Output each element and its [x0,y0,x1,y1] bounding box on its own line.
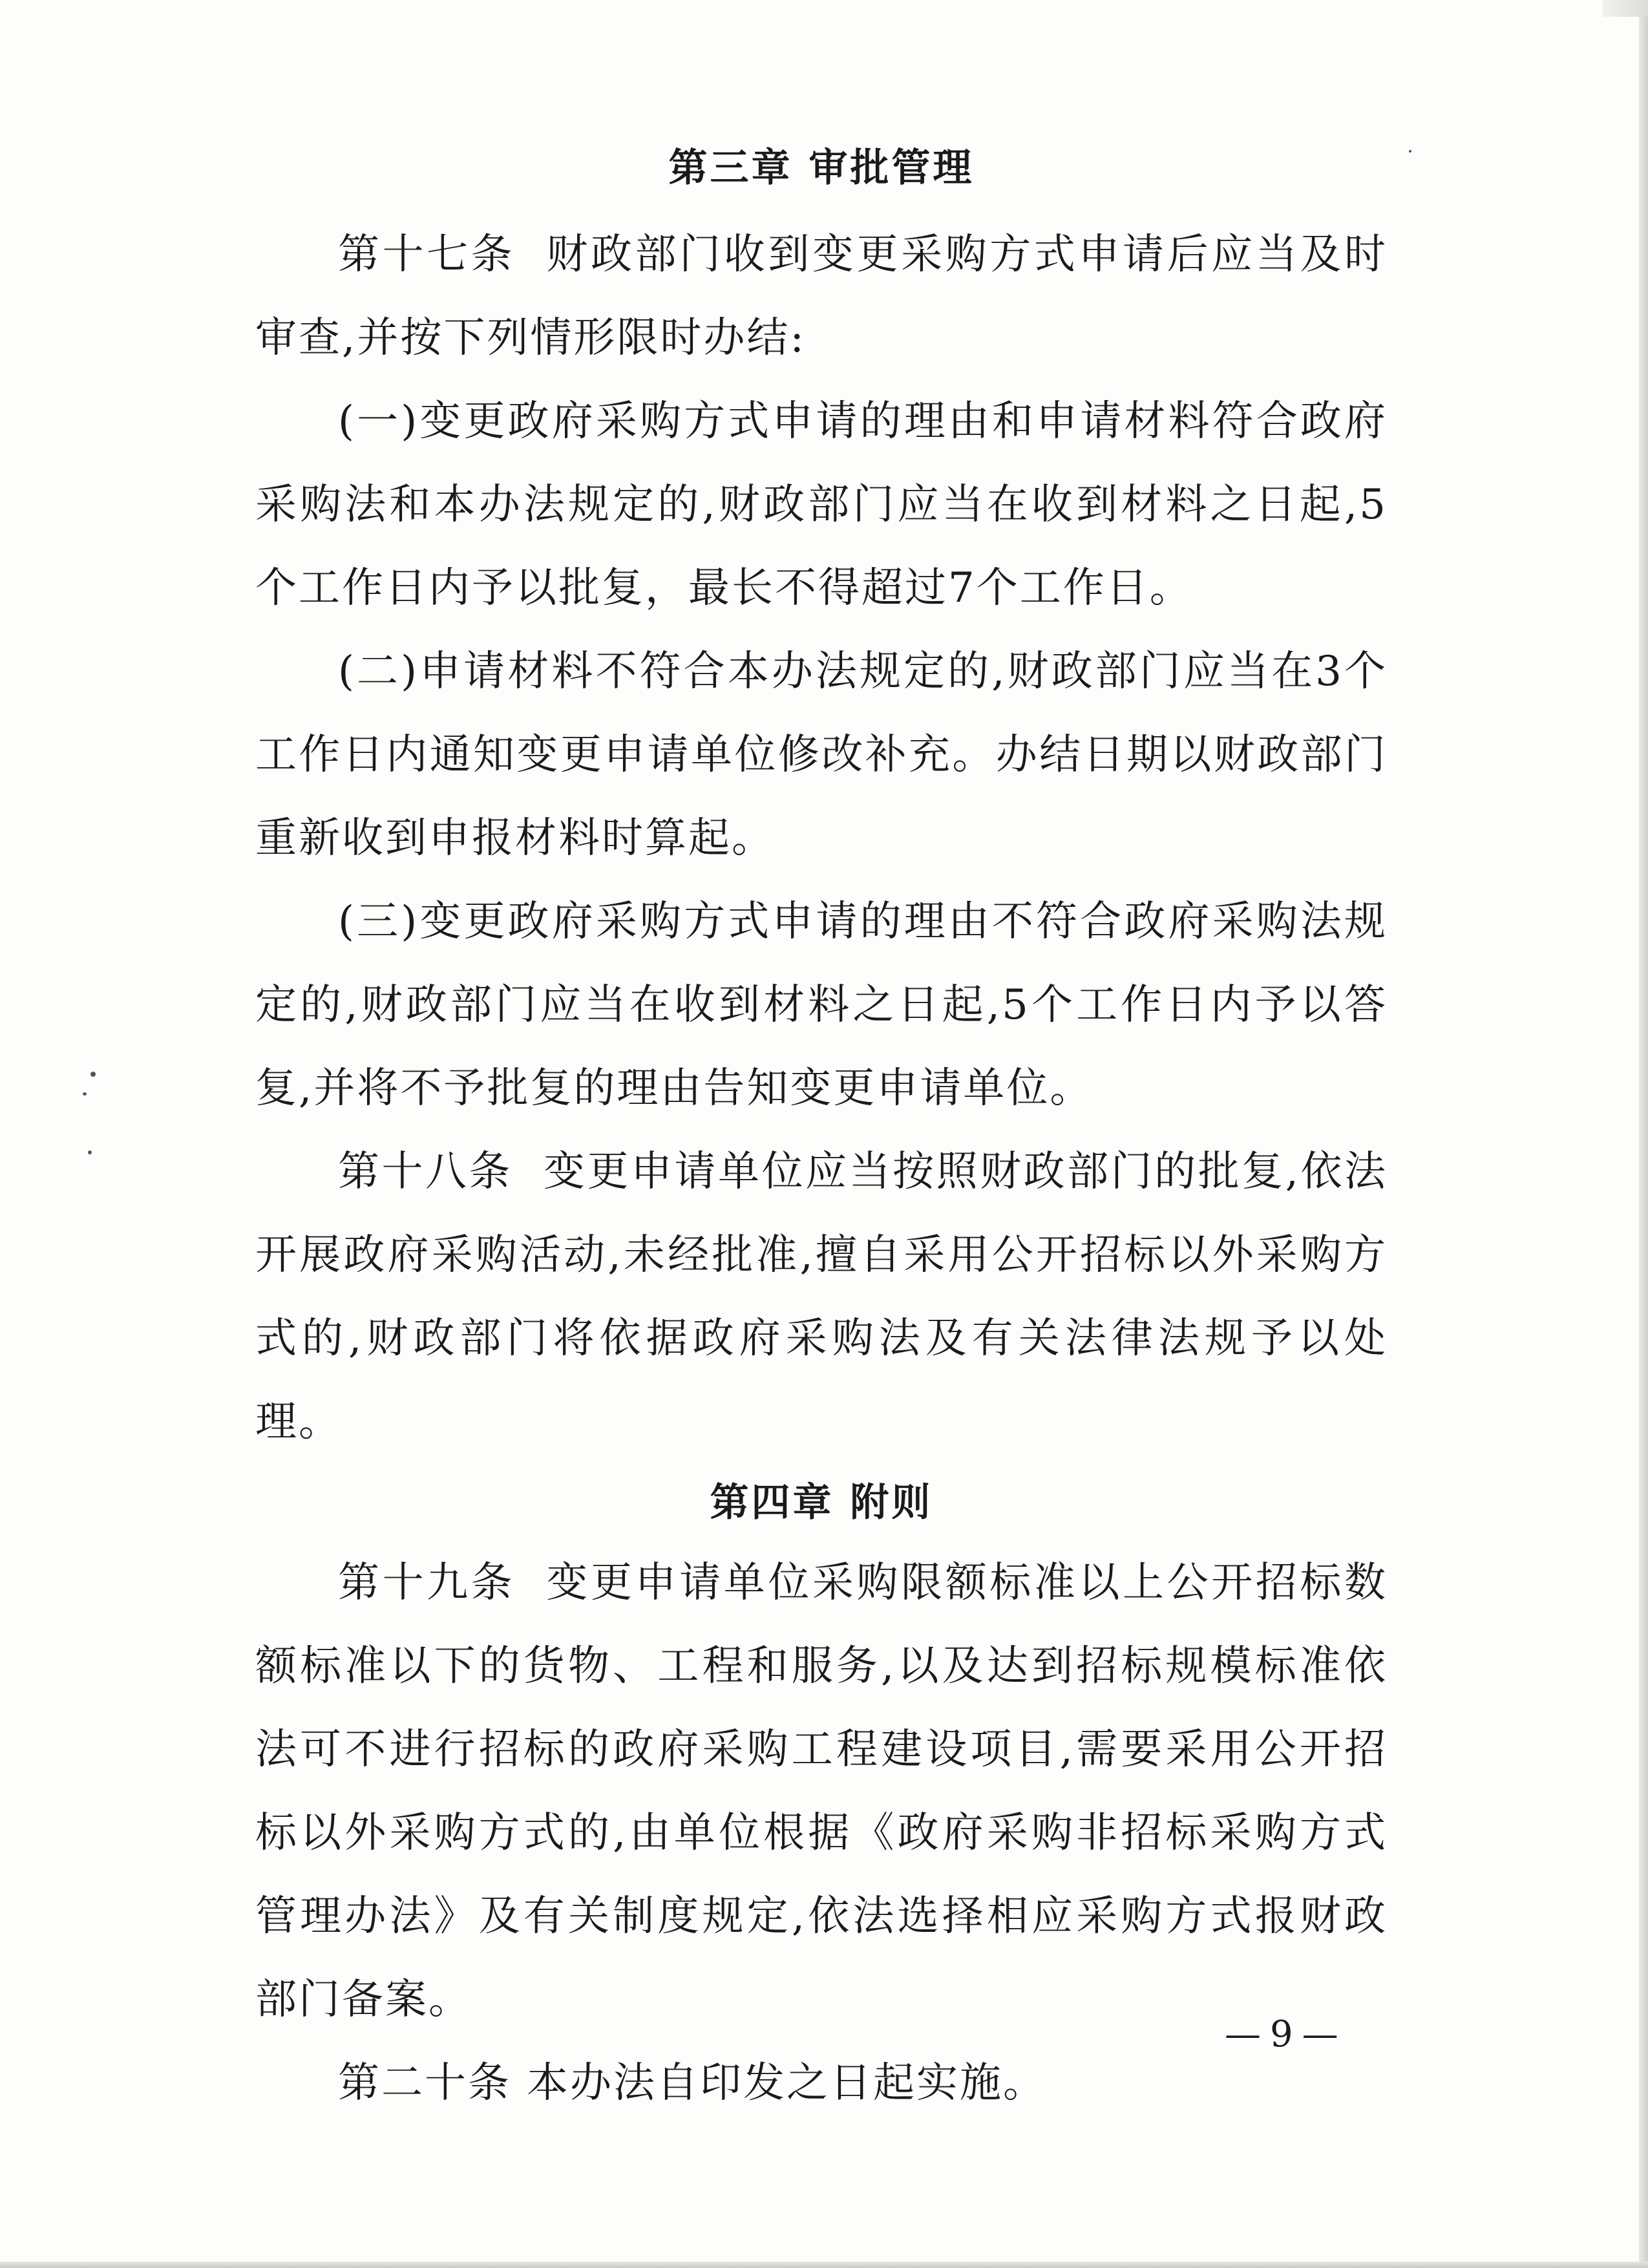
chapter-3-title: 第三章 审批管理 [668,145,975,191]
article-19-text: 变更申请单位采购限额标准以上公开招标数额标准以下的货物、工程和服务,以及达到招标规模标准依法可不进行招标的政府采购工程建设项目,需要采用公开招标以外采购方式的,由单位根据《政府采购非招标采购方式管理办法》及有关制度规定,依法选择相应采购方式报财政部门备案。 [255,1559,1388,2024]
article-18-text: 变更申请单位应当按照财政部门的批复,依法开展政府采购活动,未经批准,擅自采用公开招标以外采购方式的,财政部门将依据政府采购法及有关法律法规予以处理。 [255,1148,1388,1446]
scan-speck [83,1092,87,1096]
chapter-4-title: 第四章 附则 [710,1480,933,1525]
article-17-item-2: (二)申请材料不符合本办法规定的,财政部门应当在3个工作日内通知变更申请单位修改补充。办结日期以财政部门重新收到申报材料时算起。 [255,648,1388,862]
article-17 [255,213,1388,380]
page-number: —9— [1225,2013,1347,2055]
article-20 [255,2042,1388,2125]
scan-speck [88,1150,92,1154]
scan-speck [1409,150,1411,153]
scan-corner-mark [1603,0,1648,17]
scan-speck [90,1072,96,1077]
article-19-head: 第十九条 [338,1559,516,1607]
document-body [255,123,1388,2125]
article-17-item-1: (一)变更政府采购方式申请的理由和申请材料符合政府采购法和本办法规定的,财政部门应当在收到材料之日起,5个工作日内予以批复，最长不得超过7个工作日。 [255,397,1388,612]
article-17-text: 财政部门收到变更采购方式申请后应当及时审查,并按下列情形限时办结: [255,231,1388,362]
scan-edge-bottom [0,2262,1648,2268]
article-20-head: 第二十条 [338,2059,511,2107]
article-18 [255,1130,1388,1464]
article-17-item-3: (三)变更政府采购方式申请的理由不符合政府采购法规定的,财政部门应当在收到材料之日起,5个工作日内予以答复,并将不予批复的理由告知变更申请单位。 [255,898,1388,1112]
article-19 [255,1542,1388,2042]
article-17-head: 第十七条 [338,231,516,279]
article-20-text: 本办法自印发之日起实施。 [527,2059,1046,2107]
scan-edge-right [1639,0,1648,2268]
article-18-head: 第十八条 [338,1148,513,1196]
